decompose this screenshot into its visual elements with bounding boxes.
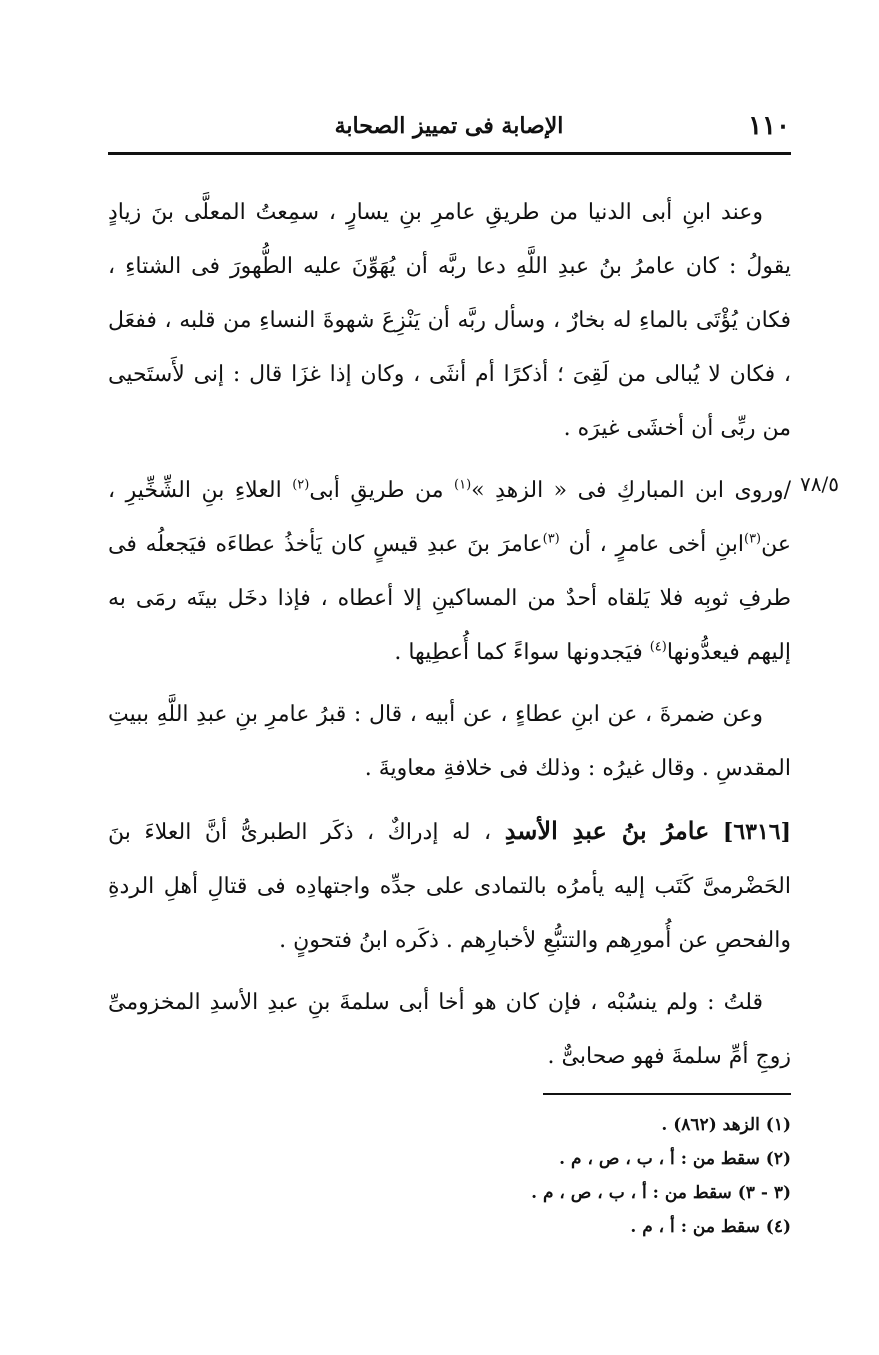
paragraph-2 (108, 464, 791, 680)
page-number: ١١٠ (748, 111, 790, 141)
footnote-marker-4: (٤) (649, 639, 667, 655)
entry-paragraph (108, 804, 791, 968)
running-title: الإصابة فى تمييز الصحابة (334, 113, 564, 139)
paragraph-1: وعند ابنِ أبى الدنيا من طريقِ عامرِ بنِ يسارٍ ، سمِعتُ المعلَّى بنَ زيادٍ يقولُ : كان عامرُ بنُ عبدِ اللَّهِ دعا ربَّه أن يُهَوِّنَ عليه الطُّهورَ فى الشتاءِ ، فكان يُؤْتَى بالماءِ له بخارٌ ، وسأل ربَّه أن يَنْزِعَ شهوةَ النساءِ من قلبه ، ففعَل ، فكان لا يُبالى من لَقِىَ ؛ أذكرًا أم أنثَى ، وكان إذا غزَا قال : إنى لأَستَحيى من ربِّى أن أخشَى غيرَه . (108, 200, 791, 441)
paragraph-5: قلتُ : ولم ينسُبْه ، فإن كان هو أخا أبى سلمةَ بنِ عبدِ الأسدِ المخزومىِّ زوجِ أمِّ سلمةَ فهو صحابىٌّ . (108, 990, 791, 1069)
paragraph-2-text-5: عامرَ بنَ عبدِ قيسٍ كان يَأخذُ عطاءَه فيَجعلُه فى طرفِ ثوبِه فلا يَلقاه أحدٌ من المساكينِ إلا أعطاه ، فإذا دخَل بيتَه رمَى به إليهم فيعدُّونها (108, 532, 791, 665)
entry-text: ، له إدراكٌ ، ذكَر الطبرىُّ أنَّ العلاءَ بنَ الحَضْرمىَّ كَتَب إليه يأمرُه بالتمادى على جدِّه واجتهادِه فى قتالِ أهلِ الردةِ والفحصِ عن أُمورِهم والتتبُّعِ لأخبارِهم . ذكَره ابنُ فتحونٍ . (108, 820, 791, 953)
paragraph-2-text-1: /وروى ابن المباركِ فى « الزهدِ » (471, 478, 791, 503)
paragraph-2-text-3: العلاءِ بنِ الشِّخِّيرِ ، عن (108, 478, 791, 557)
paragraph-3: وعن ضمرةَ ، عن ابنِ عطاءٍ ، عن أبيه ، قال : قبرُ عامرِ بنِ عبدِ اللَّهِ ببيتِ المقدسِ . وقال غيرُه : وذلك فى خلافةِ معاويةَ . (108, 702, 791, 781)
header-rule (108, 152, 791, 155)
entry-name: عامرُ بنُ عبدِ الأسدِ (504, 816, 710, 845)
paragraph-2-text-6: فيَجدونها سواءً كما أُعطِيها . (394, 640, 650, 665)
main-text (108, 186, 791, 1092)
footnote-1: (١) الزهد (٨٦٢) . (661, 1115, 791, 1135)
entry-number: [٦٣١٦] (722, 819, 791, 845)
footnote-marker-2: (٢) (292, 477, 310, 493)
margin-page-reference: ٧٨/٥ (800, 472, 839, 496)
footnote-rule (543, 1093, 791, 1095)
footnote-2: (٢) سقط من : أ ، ب ، ص ، م . (559, 1149, 791, 1169)
footnote-marker-3-open: (٣) (743, 531, 762, 547)
footnote-marker-3-close: (٣) (542, 531, 560, 547)
paragraph-2-text-2: من طريقِ أبى (309, 478, 454, 503)
footnote-marker-1: (١) (454, 477, 472, 493)
footnote-3: (٣ - ٣) سقط من : أ ، ب ، ص ، م . (531, 1183, 791, 1203)
page-header (108, 105, 790, 145)
footnotes (108, 1108, 791, 1244)
paragraph-2-text-4: ابنِ أخى عامرٍ ، أن (559, 532, 744, 557)
footnote-4: (٤) سقط من : أ ، م . (630, 1217, 791, 1237)
